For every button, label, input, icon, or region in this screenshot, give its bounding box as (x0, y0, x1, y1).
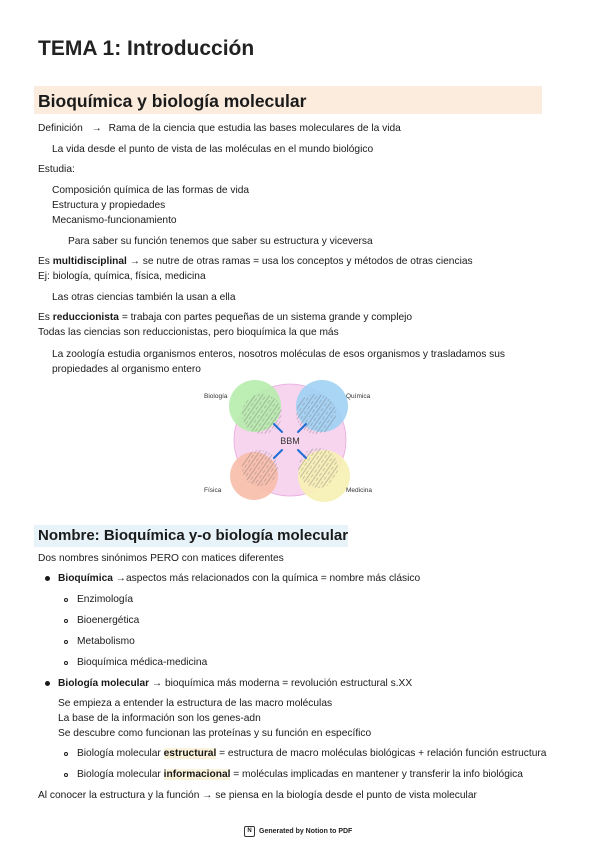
biologia-molecular-item (58, 677, 412, 690)
page-title: TEMA 1: Introducción (38, 37, 255, 60)
definition-text: Rama de la ciencia que estudia las bases moleculares de la vida (108, 123, 401, 134)
text: = trabaja con partes pequeñas de un sistema grande y complejo (118, 312, 413, 323)
sub-bullet (64, 619, 68, 623)
bbm-diagram (200, 378, 380, 508)
footer (244, 824, 352, 838)
reduccionista-line2: Todas las ciencias son reduccionistas, pero bioquímica la que más (38, 327, 339, 338)
sub-bullet (64, 640, 68, 644)
section-heading-bioquimica: Bioquímica y biología molecular (38, 91, 307, 111)
estudia-label: Estudia: (38, 164, 75, 175)
section2-intro: Dos nombres sinónimos PERO con matices diferentes (38, 553, 284, 564)
bioquimica-subitem: Bioenergética (77, 615, 140, 626)
multidisciplinal-sub: Las otras ciencias también la usan a ella (52, 292, 236, 303)
definition-line (38, 122, 401, 135)
estudia-note: Para saber su función tenemos que saber su estructura y viceversa (68, 236, 373, 247)
reduccionista-line (38, 311, 412, 324)
bold-term: Biología molecular (58, 678, 150, 689)
section-heading-nombre: Nombre: Bioquímica y-o biología molecular (38, 527, 349, 544)
definition-sub: La vida desde el punto de vista de las moléculas en el mundo biológico (52, 144, 374, 155)
medicina-label: Medicina (346, 487, 373, 494)
text: Es (38, 312, 53, 323)
sub-bullet (64, 661, 68, 665)
estructural-item (77, 747, 546, 760)
definition-label: Definición (38, 123, 83, 134)
reduccionista-sub: La zoología estudia organismos enteros, nosotros moléculas de esos organismos y trasladamos sus (52, 349, 506, 360)
bioquimica-subitem: Bioquímica médica-medicina (77, 657, 208, 668)
highlighted-term: informacional (163, 769, 231, 780)
bullet-dot (45, 576, 50, 581)
biologia-molecular-line: La base de la información son los genes-adn (58, 713, 261, 724)
quimica-label: Química (346, 393, 371, 400)
biologia-label: Biología (204, 393, 228, 400)
bioquimica-subitem: Metabolismo (77, 636, 135, 647)
annotation-scribble (298, 448, 338, 488)
bold-term: reduccionista (52, 312, 119, 323)
fisica-label: Física (204, 487, 222, 494)
closing-line: Al conocer la estructura y la función → se piensa en la biología desde el punto de vista molecular (38, 790, 477, 801)
informacional-item (77, 768, 523, 781)
multidisciplinal-example: Ej: biología, química, física, medicina (38, 271, 206, 282)
reduccionista-sub: propiedades al organismo entero (52, 364, 201, 375)
arrow-icon: → (91, 123, 102, 134)
bioquimica-item (58, 572, 420, 585)
highlighted-term: estructural (163, 748, 217, 759)
biologia-molecular-line: Se empieza a entender la estructura de las macro moléculas (58, 698, 333, 709)
text: Biología molecular (77, 748, 164, 759)
bold-term: Bioquímica (58, 573, 113, 584)
sub-bullet (64, 752, 68, 756)
text: = moléculas implicadas en mantener y transferir la info biológica (230, 769, 523, 780)
text: Es (38, 256, 53, 267)
text: → se nutre de otras ramas = usa los conceptos y métodos de otras ciencias (126, 256, 473, 267)
bbm-center-label: BBM (280, 436, 300, 446)
bullet-dot (45, 681, 50, 686)
estudia-item: Estructura y propiedades (52, 200, 166, 211)
annotation-scribble (242, 394, 282, 434)
notion-logo-icon: N (244, 826, 255, 837)
sub-bullet (64, 598, 68, 602)
estudia-item: Composición química de las formas de vida (52, 185, 250, 196)
multidisciplinal-line (38, 255, 473, 268)
text: = estructura de macro moléculas biológicas + relación función estructura (216, 748, 547, 759)
bold-term: multidisciplinal (52, 256, 127, 267)
text: → bioquímica más moderna = revolución estructural s.XX (149, 678, 413, 689)
annotation-scribble (242, 450, 278, 486)
sub-bullet (64, 773, 68, 777)
estudia-item: Mecanismo-funcionamiento (52, 215, 177, 226)
biologia-molecular-line: Se descubre como funcionan las proteínas y su función en específico (58, 728, 372, 739)
text: Biología molecular (77, 769, 164, 780)
footer-text: Generated by Notion to PDF (259, 827, 353, 835)
bioquimica-subitem: Enzimología (77, 594, 134, 605)
text: →aspectos más relacionados con la química = nombre más clásico (112, 573, 421, 584)
